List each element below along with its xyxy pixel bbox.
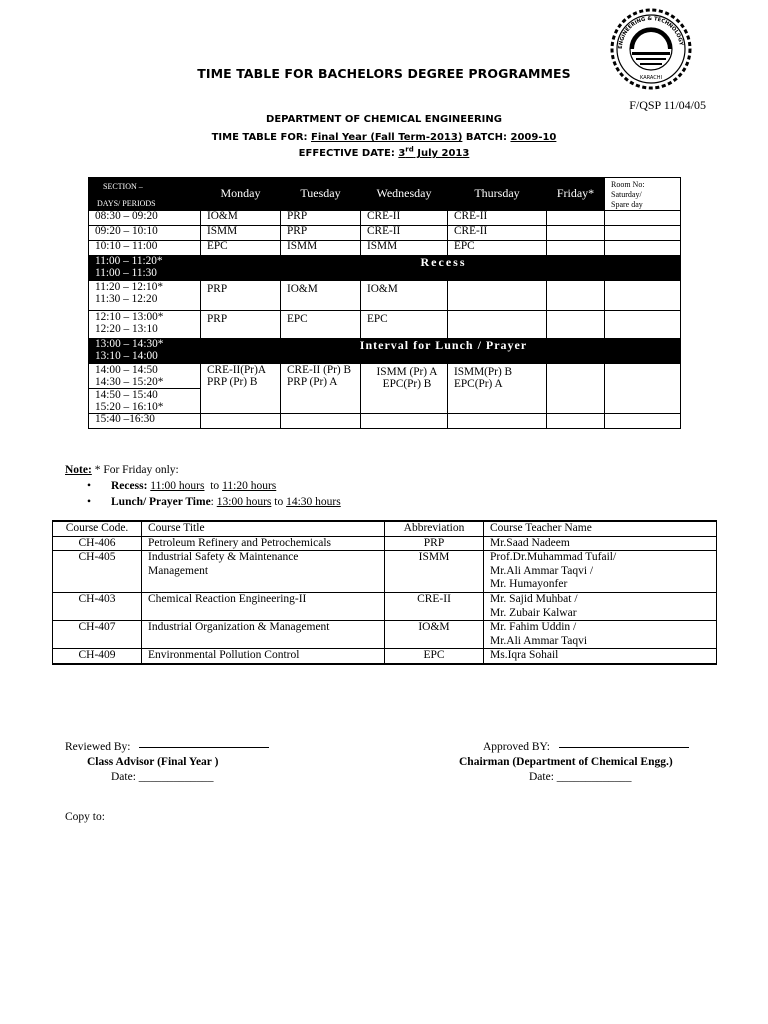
course-title: Environmental Pollution Control	[142, 649, 385, 664]
class-cell: PRP	[281, 211, 361, 226]
course-table	[52, 520, 717, 665]
course-abbr: PRP	[385, 536, 484, 551]
lab-cell-wednesday: ISMM (Pr) A EPC(Pr) B	[361, 364, 448, 414]
class-cell: CRE-II	[448, 211, 547, 226]
course-teacher: Ms.Iqra Sohail	[484, 649, 717, 664]
approved-by-label: Approved BY:	[483, 741, 550, 753]
room-cell	[605, 241, 681, 256]
course-code: CH-406	[53, 536, 142, 551]
col-header-teacher: Course Teacher Name	[484, 521, 717, 536]
class-cell	[448, 281, 547, 311]
class-cell: EPC	[201, 241, 281, 256]
room-cell	[605, 281, 681, 311]
class-cell: IO&M	[361, 281, 448, 311]
day-header-thursday: Thursday	[448, 178, 547, 211]
day-header-tuesday: Tuesday	[281, 178, 361, 211]
course-row	[53, 536, 717, 551]
course-abbr: IO&M	[385, 621, 484, 649]
period-cell: 11:20 – 12:10* 11:30 – 12:20	[89, 281, 201, 311]
class-cell: CRE-II	[361, 211, 448, 226]
department-heading: DEPARTMENT OF CHEMICAL ENGINEERING	[266, 114, 502, 125]
notes-section	[65, 462, 341, 510]
batch-label: BATCH:	[462, 132, 511, 143]
class-advisor-label: Class Advisor (Final Year )	[87, 756, 219, 768]
timetable-row	[89, 226, 681, 241]
period-cell: 12:10 – 13:00* 12:20 – 13:10	[89, 311, 201, 339]
approved-by-signature-line	[559, 747, 689, 748]
class-cell	[281, 414, 361, 429]
day-header-friday: Friday*	[547, 178, 605, 211]
approved-date: Date: _____________	[529, 771, 632, 783]
room-cell	[605, 414, 681, 429]
lunch-period-cell: 13:00 – 14:30* 13:10 – 14:00	[89, 339, 201, 364]
day-header-monday: Monday	[201, 178, 281, 211]
lunch-row	[89, 339, 681, 364]
timetable	[88, 177, 681, 429]
room-cell	[605, 364, 681, 414]
batch-value: 2009-10	[510, 132, 557, 143]
timetable-for-line	[0, 132, 768, 143]
course-row	[53, 551, 717, 593]
period-cell: 09:20 – 10:10	[89, 226, 201, 241]
room-cell	[605, 226, 681, 241]
course-title: Industrial Organization & Management	[142, 621, 385, 649]
page-title: TIME TABLE FOR BACHELORS DEGREE PROGRAMMES	[197, 66, 571, 81]
col-header-title: Course Title	[142, 521, 385, 536]
note-friday: * For Friday only:	[91, 464, 179, 476]
timetable-row	[89, 311, 681, 339]
effective-date-value: 3rd July 2013	[398, 145, 470, 159]
class-cell	[547, 281, 605, 311]
class-cell	[547, 364, 605, 414]
class-cell: EPC	[281, 311, 361, 339]
room-header: Room No: Saturday/ Spare day	[605, 178, 681, 211]
tt-for-label: TIME TABLE FOR:	[211, 132, 312, 143]
course-row	[53, 621, 717, 649]
course-abbr: CRE-II	[385, 592, 484, 620]
reviewed-date: Date: _____________	[111, 771, 214, 783]
day-header-wednesday: Wednesday	[361, 178, 448, 211]
class-cell	[547, 414, 605, 429]
class-cell: ISMM	[201, 226, 281, 241]
course-abbr: ISMM	[385, 551, 484, 593]
course-code: CH-409	[53, 649, 142, 664]
class-cell: CRE-II	[361, 226, 448, 241]
reviewed-by-signature-line	[139, 747, 269, 748]
course-row	[53, 649, 717, 664]
class-cell: PRP	[281, 226, 361, 241]
timetable-header-row	[89, 178, 681, 211]
reviewed-by-block	[65, 740, 269, 785]
class-cell: ISMM	[361, 241, 448, 256]
course-code: CH-403	[53, 592, 142, 620]
approved-by-block	[459, 740, 709, 785]
course-title: Industrial Safety & Maintenance Management	[142, 551, 385, 593]
room-cell	[605, 311, 681, 339]
course-teacher: Mr. Sajid Muhbat / Mr. Zubair Kalwar	[484, 592, 717, 620]
course-table-header	[53, 521, 717, 536]
class-cell	[547, 211, 605, 226]
lab-period-cell: 14:00 – 14:50 14:30 – 15:20* 14:50 – 15:40 15:20 – 16:10*	[89, 364, 201, 414]
svg-text:ENGINEERING & TECHNOLOGY: ENGINEERING & TECHNOLOGY	[617, 15, 684, 50]
class-cell: CRE-II	[448, 226, 547, 241]
course-row	[53, 592, 717, 620]
period-cell: 10:10 – 11:00	[89, 241, 201, 256]
class-cell: PRP	[201, 311, 281, 339]
recess-row	[89, 256, 681, 281]
class-cell: IO&M	[201, 211, 281, 226]
note-recess-item: • Recess: 11:00 hours to 11:20 hours	[87, 478, 341, 494]
chairman-label: Chairman (Department of Chemical Engg.)	[459, 756, 673, 768]
timetable-row	[89, 281, 681, 311]
copy-to-label: Copy to:	[65, 811, 105, 823]
period-cell: 15:40 –16:30	[89, 414, 201, 429]
note-line	[65, 462, 341, 478]
recess-label: Recess	[201, 256, 681, 281]
seal-city-text: KARACHI	[640, 75, 662, 81]
course-title: Petroleum Refinery and Petrochemicals	[142, 536, 385, 551]
lab-cell-thursday: ISMM(Pr) B EPC(Pr) A	[448, 364, 547, 414]
timetable-row	[89, 241, 681, 256]
class-cell	[448, 414, 547, 429]
timetable-row	[89, 211, 681, 226]
class-cell: ISMM	[281, 241, 361, 256]
class-cell: EPC	[448, 241, 547, 256]
timetable-row	[89, 364, 681, 414]
class-cell	[361, 414, 448, 429]
reviewed-by-label: Reviewed By:	[65, 741, 131, 753]
class-cell: IO&M	[281, 281, 361, 311]
tt-for-value: Final Year (Fall Term-2013)	[311, 132, 463, 143]
course-code: CH-405	[53, 551, 142, 593]
lab-cell-tuesday: CRE-II (Pr) B PRP (Pr) A	[281, 364, 361, 414]
class-cell	[547, 226, 605, 241]
effective-date-line	[0, 145, 768, 159]
course-teacher: Mr.Saad Nadeem	[484, 536, 717, 551]
recess-period-cell: 11:00 – 11:20* 11:00 – 11:30	[89, 256, 201, 281]
course-teacher: Mr. Fahim Uddin / Mr.Ali Ammar Taqvi	[484, 621, 717, 649]
note-label: Note:	[65, 464, 92, 476]
class-cell: PRP	[201, 281, 281, 311]
col-header-abbr: Abbreviation	[385, 521, 484, 536]
col-header-code: Course Code.	[53, 521, 142, 536]
class-cell	[547, 311, 605, 339]
course-abbr: EPC	[385, 649, 484, 664]
form-code: F/QSP 11/04/05	[629, 98, 706, 112]
lunch-label: Interval for Lunch / Prayer	[201, 339, 681, 364]
effective-label: EFFECTIVE DATE:	[298, 148, 399, 159]
course-title: Chemical Reaction Engineering-II	[142, 592, 385, 620]
class-cell	[201, 414, 281, 429]
course-teacher: Prof.Dr.Muhammad Tufail/ Mr.Ali Ammar Taqvi / Mr. Humayonfer	[484, 551, 717, 593]
class-cell	[547, 241, 605, 256]
lab-cell-monday: CRE-II(Pr)A PRP (Pr) B	[201, 364, 281, 414]
course-code: CH-407	[53, 621, 142, 649]
room-cell	[605, 211, 681, 226]
section-days-header: SECTION – DAYS/ PERIODS	[89, 178, 201, 211]
timetable-row	[89, 414, 681, 429]
class-cell	[448, 311, 547, 339]
note-lunch-item: • Lunch/ Prayer Time: 13:00 hours to 14:30 hours	[87, 494, 341, 510]
class-cell: EPC	[361, 311, 448, 339]
period-cell: 08:30 – 09:20	[89, 211, 201, 226]
